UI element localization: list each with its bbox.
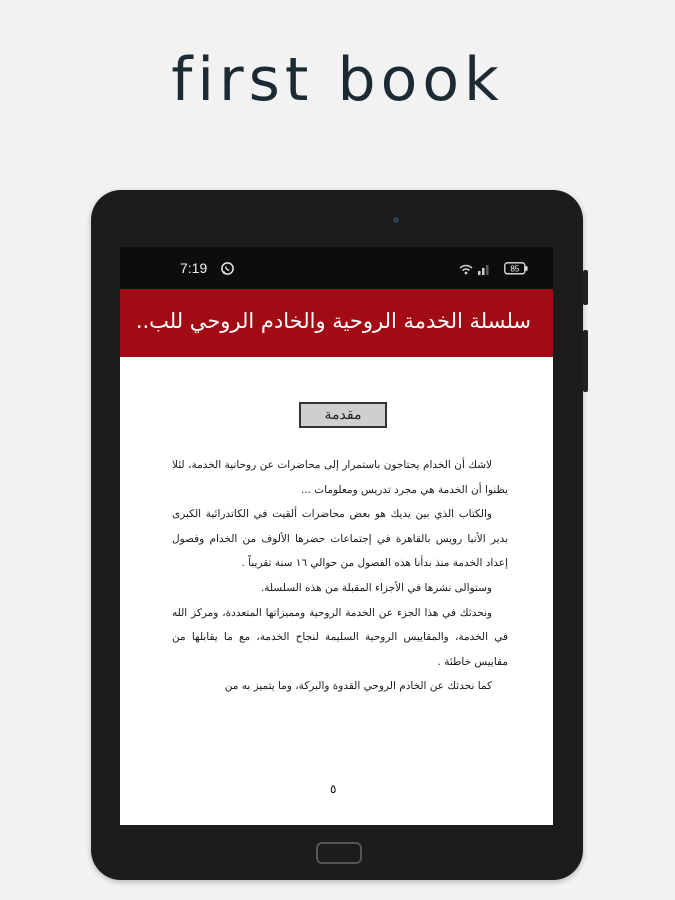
battery-icon	[504, 262, 528, 275]
volume-button[interactable]	[583, 330, 588, 392]
app-bar-title: سلسلة الخدمة الروحية والخادم الروحي للب..	[135, 309, 531, 333]
camera-icon	[393, 217, 399, 223]
page-number: ٥	[330, 782, 337, 796]
status-time: 7:19	[180, 260, 208, 276]
paragraph: وستوالى نشرها في الأجزاء المقبلة من هذه السلسلة.	[260, 581, 492, 594]
page-heading: مقدمة	[299, 402, 387, 428]
banner-title: first book	[171, 45, 504, 115]
status-bar	[120, 247, 553, 289]
book-page[interactable]	[120, 357, 553, 825]
paragraph: ونحدثك في هذا الجزء عن الخدمة الروحية ومميزاتها المتعددة، ومركز الله في الخدمة، والمقاييس الروحية السليمة لنجاح الخدمة، مع ما يقابلها من مقاييس خاطئة .	[172, 606, 508, 668]
paragraph: لاشك أن الخدام يحتاجون باستمرار إلى محاضرات عن روحانية الخدمة، لئلا يظنوا أن الخدمة هي مجرد تدريس ومعلومات ...	[172, 459, 508, 496]
battery-level: 85	[510, 264, 520, 274]
page-body	[172, 453, 508, 699]
paragraph: والكتاب الذي بين يديك هو بعض محاضرات ألقيت في الكاتدرائية الكبرى بدير الأنبا رويس بالقاهرة في إجتماعات حضرها الألوف من الخدام وفصول إعداد الخدمة منذ بدأنا هذه الفصول من حوالي ١٦ سنة تقريباً .	[172, 508, 508, 570]
home-button[interactable]	[316, 842, 362, 864]
power-button[interactable]	[583, 270, 588, 305]
app-bar	[120, 289, 553, 357]
paragraph: كما نحدثك عن الخادم الروحي القدوة والبركة، وما يتميز به من	[224, 680, 492, 693]
whatsapp-icon	[220, 261, 235, 276]
wifi-signal-icon	[458, 263, 498, 275]
device-screen	[120, 247, 553, 825]
